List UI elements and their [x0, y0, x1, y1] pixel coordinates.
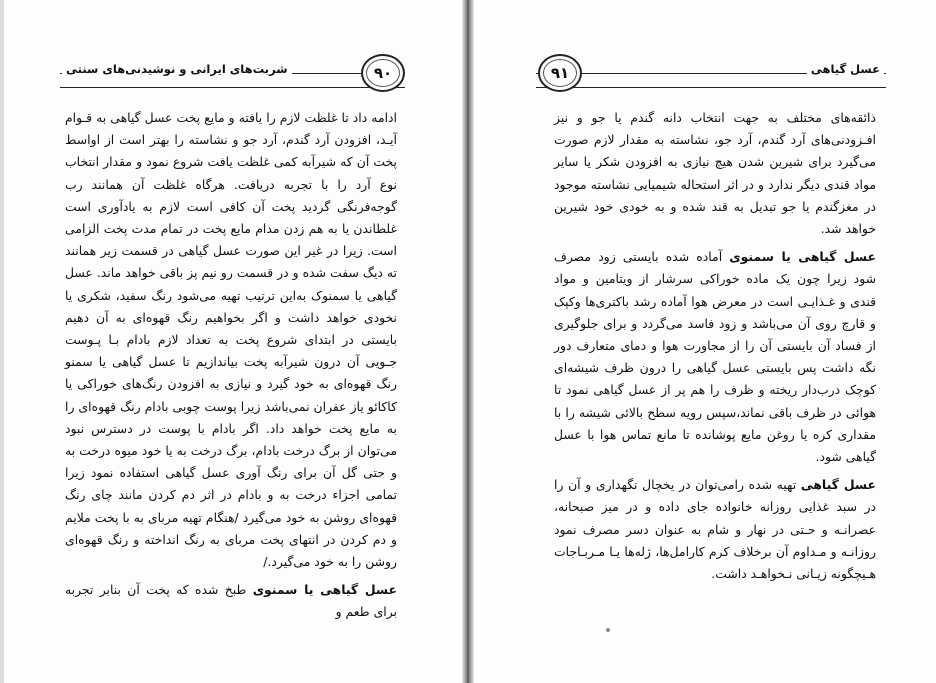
left-page-header [60, 60, 405, 88]
right-body-text [554, 107, 876, 591]
page-number: ۹۰ [373, 64, 393, 82]
page-number-badge [361, 54, 405, 92]
paragraph-text: ادامه داد تا غلظت لازم را یافته و مایع پخت عسل گیاهی به قـوام آیـد، افزودن آرد گندم، آرد جو و نشاسته را بهتر است از اواسط پخت آن که شیرآبه کمی غلظت یافت شروع نمود و مقدار انتخاب نوع آرد را با تجربه دریافت. هرگاه غلظت آن همانند رب گوجه‌فرنگی گردید پخت آن کافی است لازم به یادآوری است غلطاندن یا به هم زدن مدام مایع پخت در تمام مدت پخت الزامی است. زیرا در غیر این صورت عسل گیاهی در قسمت زیر همانند ته دیگ سفت شده و در قسمت رو نیم پز باقی خواهد ماند. عسل گیاهی یا سمنوک به‌این ترتیب تهیه می‌شود رنگ سفید، شکری یا نخودی خواهد داشت و اگر بخواهیم رنگ قهوه‌ای به آن دهیم بایستی در ابتدای شروع پخت به تعداد لازم بادام بـا پـوست جـویی آن درون شیرآبه پخت بیاندازیم تا عسل گیاهی یا سمنو رنگ قهوه‌ای به خود گیرد و نیازی به افزودن رنگ‌های خوراکی یا کاکائو یاز عفران نمی‌باشد زیرا پوست چوبی بادام رنگ قهوه‌ای را به مایع پخت خواهد داد. اگر بادام با پوست در دسترس نبود می‌توان از برگ درخت بادام، برگ درخت به یا خود میوه درخت به و حتی گل آن برای رنگ آوری عسل گیاهی استفاده نمود زیرا تمامی اجزاء درخت به و بادام در اثر دم کردن مانند چای رنگ قهوه‌ای روشن به خود می‌گیرد /هنگام تهیه مربای به با پخت ملایم و دم کردن در انتهای پخت مربای به رنگ انداخته و رنگ قهوه‌ای روشن را به خود می‌گیرد./ [65, 110, 397, 570]
book-gutter [462, 0, 474, 683]
page-number: ۹۱ [550, 64, 570, 82]
paragraph-text: آماده شده بایستی زود مصرف شود زیرا چون یک ماده خوراکی سرشار از ویتامین و مواد قندی و غـذایـی است در معرض هوا آماده رشد باکتری‌ها وکپک و قارچ روی آن می‌باشد و زود فاسد می‌گردد و برای جلوگیری از فساد آن بایستی آن را از مجاورت هوا و دمای متعارف دور نگه داشت پس بایستی عسل گیاهی را درون ظرف شیشه‌ای کوچک درب‌دار ریخته و ظرف را هم پر از عسل گیاهی نمود تا هوائی در ظرف باقی نماند،سپس رویه سطح بالائی شیشه را با مقداری کره یا روغن مایع پوشانده تا مانع تماس هوا با عسل گیاهی شود. [554, 249, 876, 465]
paragraph-lead: عسل گیاهی [800, 477, 876, 493]
paragraph-text: تهیه شده رامی‌توان در یخچال نگهداری و آن را در سبد غذایی روزانه خانواده جای داده و در میز صبحانه، عصرانـه و حـتی در نهار و شام به عنوان دسر مصرف نمود روزانـه و مـداوم آن برخلاف کرم کارامل‌ها، ژله‌ها یـا مـربـاجات هـیچگونه زیـانی نـخواهـد داشت. [554, 477, 876, 582]
header-underline [536, 87, 886, 88]
paragraph-lead: عسل گیاهی یا سمنوی [729, 249, 876, 265]
page-number-badge [538, 54, 582, 92]
paragraph [554, 474, 876, 585]
paragraph [65, 107, 397, 573]
left-page [0, 0, 460, 683]
left-body-text [65, 107, 397, 630]
header-underline [60, 87, 405, 88]
paragraph [65, 579, 397, 623]
paragraph-lead: عسل گیاهی یا سمنوی [252, 582, 397, 598]
paragraph-text: طبخ شده که پخت آن بنابر تجربه برای طعم و [65, 582, 397, 620]
right-page-header [536, 60, 886, 88]
right-page [476, 0, 936, 683]
ink-speck [606, 628, 610, 632]
paragraph [554, 107, 876, 240]
paragraph-text: ذائقه‌های مختلف به جهت انتخاب دانه گندم یا جو و نیز افـزودنی‌های آرد گندم، آرد جو، نشاسته به مقدار لازم صورت می‌گیرد برای شیرین شدن هیچ نیازی به افزودن شکر یا سایر مواد قندی دیگر ندارد و در اثر استحاله شیمیایی نشاسته موجود در مغزگندم یا جو تبدیل به قند شده و به خودی خود شیرین خواهد شد. [554, 110, 876, 237]
running-head: شربت‌های ایرانی و نوشیدنی‌های سنتی [62, 62, 292, 76]
paragraph [554, 246, 876, 468]
page-edge [0, 0, 4, 683]
running-head: عسل گیاهی [807, 62, 884, 76]
